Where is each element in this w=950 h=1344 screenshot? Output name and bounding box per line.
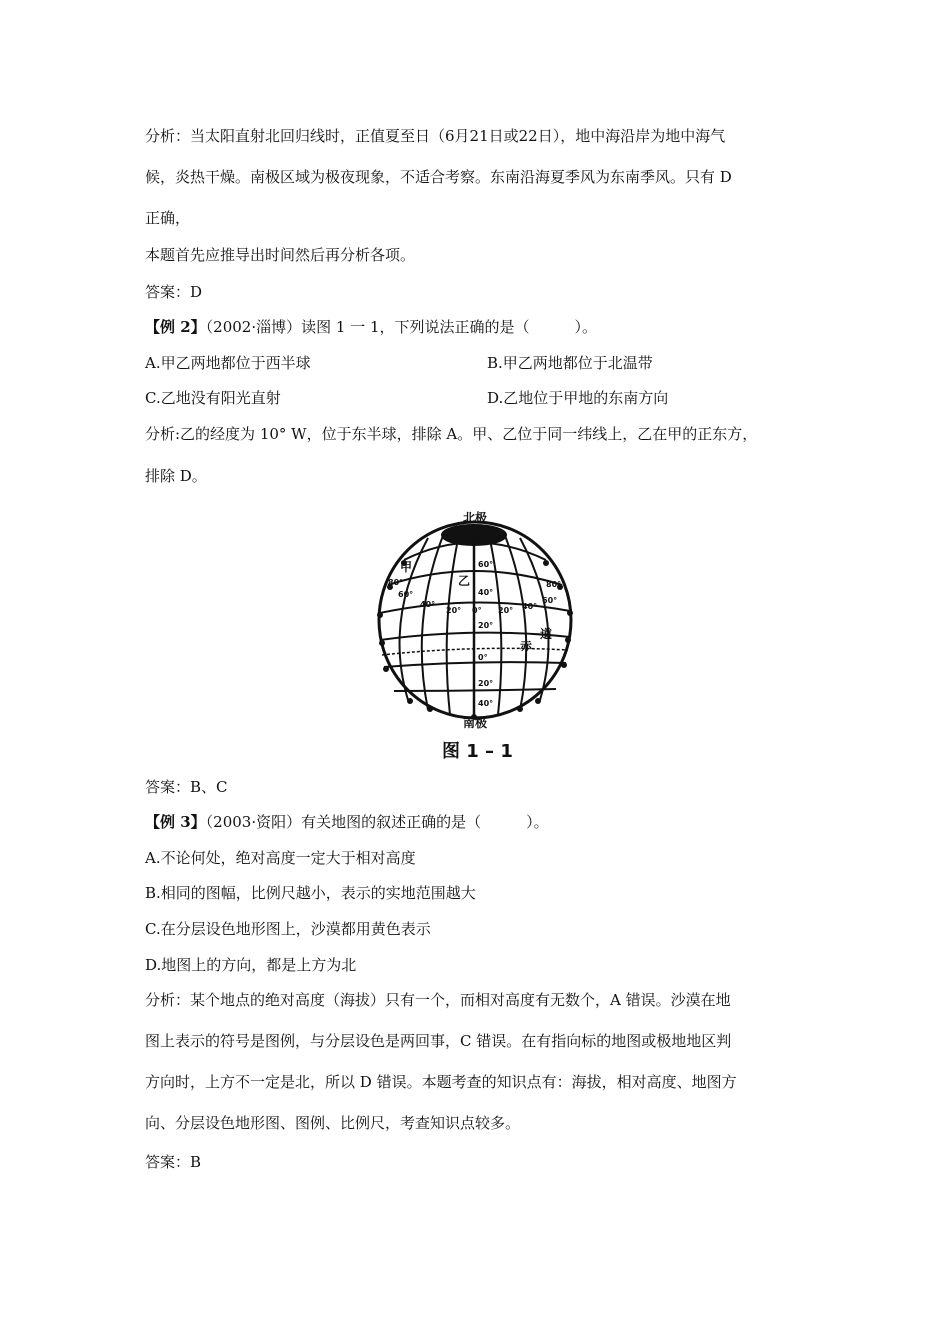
answer-line: 答案：B、C bbox=[145, 778, 228, 796]
degree-label: 60° bbox=[398, 590, 414, 599]
analysis-line: 正确， bbox=[145, 209, 191, 227]
degree-label: 20° bbox=[478, 679, 494, 688]
degree-label: 0° bbox=[478, 653, 488, 662]
analysis-line: 方向时，上方不一定是北，所以 D 错误。本题考查的知识点有：海拔，相对高度、地图方 bbox=[145, 1073, 737, 1091]
degree-label: 40° bbox=[478, 588, 494, 597]
example-tag: 【例 2】 bbox=[145, 318, 206, 336]
north-pole-label: 北极 bbox=[463, 511, 488, 525]
option-c: C.乙地没有阳光直射 bbox=[145, 389, 281, 407]
degree-label: 20° bbox=[478, 621, 494, 630]
globe-diagram bbox=[370, 505, 580, 770]
degree-label: 80° bbox=[388, 578, 404, 587]
degree-label: 40° bbox=[420, 600, 436, 609]
question-stem bbox=[145, 812, 549, 832]
analysis-line: 分析:乙的经度为 10° W，位于东半球，排除 A。甲、乙位于同一纬线上，乙在甲的正东方， bbox=[145, 425, 758, 443]
option-b: B.相同的图幅，比例尺越小，表示的实地范围越大 bbox=[145, 884, 476, 902]
analysis-line: 候，炎热干燥。南极区域为极夜现象，不适合考察。东南沿海夏季风为东南季风。只有 D bbox=[145, 168, 732, 186]
example-tag: 【例 3】 bbox=[145, 813, 206, 831]
analysis-line: 分析：当太阳直射北回归线时，正值夏至日（6月21日或22日），地中海沿岸为地中海气 bbox=[145, 127, 726, 145]
analysis-line: 分析：某个地点的绝对高度（海拔）只有一个，而相对高度有无数个，A 错误。沙漠在地 bbox=[145, 991, 731, 1009]
analysis-line: 排除 D。 bbox=[145, 467, 207, 485]
point-yi-label: 乙 bbox=[458, 574, 471, 588]
degree-label: 60° bbox=[542, 596, 558, 605]
analysis-line: 本题首先应推导出时间然后再分析各项。 bbox=[145, 246, 416, 264]
question-text: （2003·资阳）有关地图的叙述正确的是（ ）。 bbox=[205, 813, 549, 831]
analysis-line: 向、分层设色地形图、图例、比例尺，考查知识点较多。 bbox=[145, 1114, 521, 1132]
answer-line: 答案：D bbox=[145, 283, 203, 301]
degree-label: 80° bbox=[546, 580, 562, 589]
degree-label: 40° bbox=[522, 602, 538, 611]
question-text: （2002·淄博）读图 1 一 1，下列说法正确的是（ ）。 bbox=[205, 318, 598, 336]
option-c: C.在分层设色地形图上，沙漠都用黄色表示 bbox=[145, 920, 431, 938]
option-b: B.甲乙两地都位于北温带 bbox=[487, 354, 653, 372]
figure-caption: 图 1 – 1 bbox=[442, 741, 513, 762]
option-d: D.乙地位于甲地的东南方向 bbox=[487, 389, 669, 407]
analysis-line: 图上表示的符号是图例，与分层设色是两回事，C 错误。在有指向标的地图或极地地区判 bbox=[145, 1032, 732, 1050]
degree-label: 20° bbox=[446, 606, 462, 615]
equator-label-dao: 道 bbox=[540, 627, 553, 641]
south-pole-label: 南极 bbox=[463, 716, 488, 730]
answer-line: 答案：B bbox=[145, 1153, 202, 1171]
globe-figure bbox=[370, 505, 580, 770]
degree-label: 0° bbox=[472, 606, 482, 615]
degree-label: 60° bbox=[478, 560, 494, 569]
option-a: A.不论何处，绝对高度一定大于相对高度 bbox=[145, 849, 416, 867]
option-a: A.甲乙两地都位于西半球 bbox=[145, 354, 311, 372]
option-d: D.地图上的方向，都是上方为北 bbox=[145, 956, 357, 974]
degree-label: 40° bbox=[478, 699, 494, 708]
point-jia-label: 甲 bbox=[400, 560, 413, 574]
question-stem bbox=[145, 317, 597, 337]
equator-label-chi: 赤 bbox=[520, 639, 533, 653]
degree-label: 20° bbox=[498, 606, 514, 615]
